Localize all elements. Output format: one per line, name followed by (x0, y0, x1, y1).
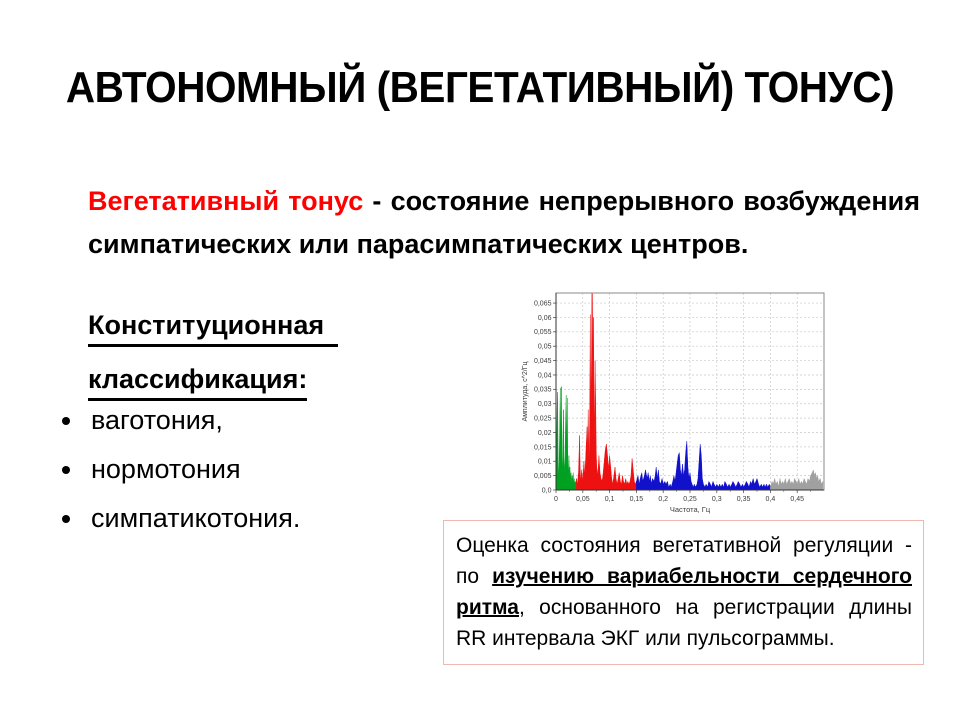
definition-body: состояние непрерывного возбуждения симпатических или парасимпатических центров. (88, 186, 920, 259)
list-item-vagotonia (62, 404, 300, 436)
list-item-sympathicotonia (62, 502, 300, 534)
svg-text:0,005: 0,005 (533, 473, 552, 481)
svg-text:0,02: 0,02 (537, 429, 552, 437)
svg-text:0,25: 0,25 (683, 496, 697, 503)
note-post: , основанного на регистрации длины RR интервала ЭКГ или пульсограммы. (456, 596, 912, 650)
svg-text:0,3: 0,3 (711, 496, 722, 503)
bullet-dot-icon (62, 466, 70, 474)
svg-text:0,055: 0,055 (533, 329, 552, 337)
definition-separator: - (372, 186, 382, 216)
svg-text:Частота, Гц: Частота, Гц (669, 505, 711, 514)
svg-text:0,035: 0,035 (533, 386, 552, 394)
svg-text:0,4: 0,4 (765, 496, 776, 503)
note-box (443, 520, 924, 665)
svg-text:0,0: 0,0 (541, 487, 552, 495)
slide-title: АВТОНОМНЫЙ (ВЕГЕТАТИВНЫЙ) ТОНУС) (65, 63, 895, 112)
svg-text:0,45: 0,45 (790, 496, 805, 503)
svg-text:0,015: 0,015 (533, 444, 552, 452)
list-item-label: нормотония (91, 454, 241, 484)
hrv-spectrum-chart (518, 288, 852, 520)
classification-heading-line2: классификация: (88, 362, 338, 401)
note-emphasis: изучению вариабельности сердечного ритма (456, 565, 912, 619)
bullet-dot-icon (62, 515, 70, 523)
classification-heading-line1: Конституционная (88, 308, 338, 347)
hrv-spectrum-chart-svg (518, 288, 852, 520)
svg-text:0,06: 0,06 (537, 314, 552, 322)
svg-text:0,045: 0,045 (533, 357, 552, 365)
svg-text:0: 0 (554, 496, 558, 503)
svg-text:0,2: 0,2 (658, 496, 669, 503)
definition-paragraph (88, 180, 920, 266)
bullet-dot-icon (62, 417, 70, 425)
classification-list (62, 404, 300, 551)
svg-text:0,35: 0,35 (736, 496, 751, 503)
svg-text:Амплитуда, с^2/Гц: Амплитуда, с^2/Гц (522, 361, 529, 422)
classification-heading (88, 308, 338, 416)
definition-term: Вегетативный тонус (88, 186, 364, 216)
list-item-label: ваготония, (91, 405, 223, 435)
svg-text:0,05: 0,05 (575, 496, 590, 503)
svg-text:0,025: 0,025 (533, 415, 552, 423)
svg-text:0,065: 0,065 (533, 300, 552, 308)
svg-text:0,1: 0,1 (604, 496, 615, 503)
svg-text:0,05: 0,05 (537, 343, 552, 351)
list-item-normotonia (62, 453, 300, 485)
list-item-label: симпатикотония. (91, 503, 301, 533)
svg-text:0,03: 0,03 (537, 401, 552, 409)
svg-text:0,01: 0,01 (537, 458, 552, 466)
svg-text:0,15: 0,15 (629, 496, 644, 503)
svg-text:0,04: 0,04 (537, 372, 552, 380)
note-pre: Оценка состояния вегетативной регуляции - по (456, 534, 912, 588)
